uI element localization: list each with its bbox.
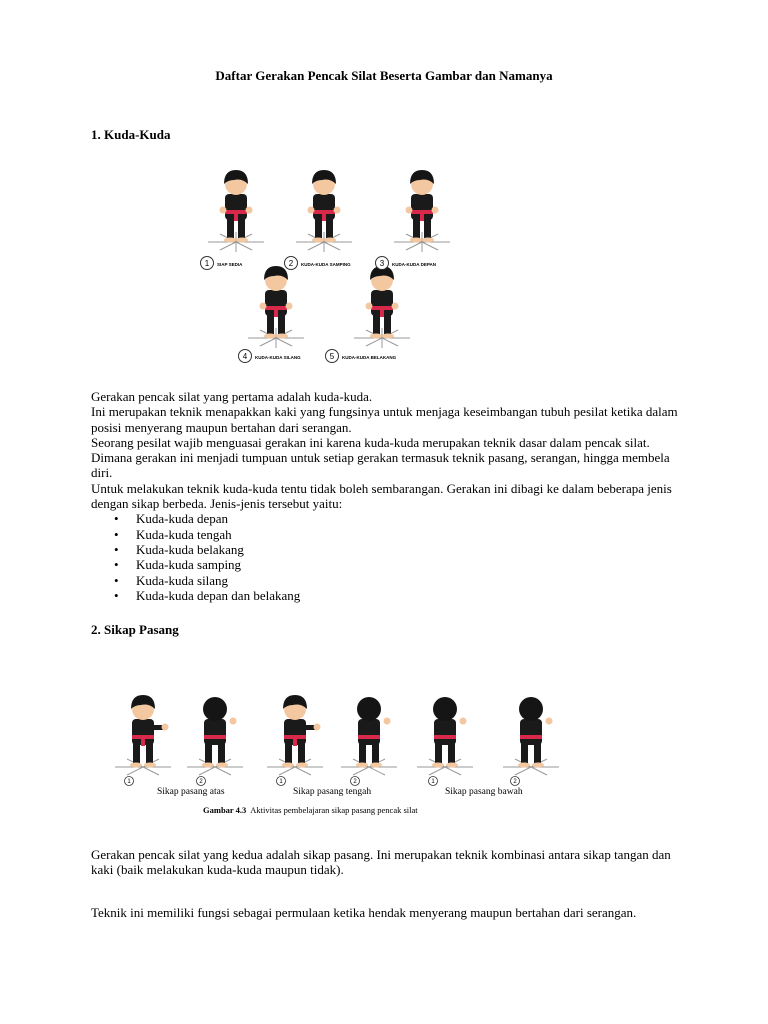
section2-para1: Gerakan pencak silat yang kedua adalah sikap pasang. Ini merupakan teknik kombinasi antara sikap tangan dan kaki (baik melakukan kuda-kuda maupun tidak). xyxy=(91,847,671,878)
paragraph-line: Dimana gerakan ini menjadi tumpuan untuk setiap gerakan termasuk teknik pasang, serangan, hingga membela diri. xyxy=(91,450,670,481)
paragraph-line: Seorang pesilat wajib menguasai gerakan ini karena kuda-kuda merupakan teknik dasar dalam pencak silat. xyxy=(91,434,650,450)
fighter-pasang-tengah-2 xyxy=(341,697,397,775)
fighter-kuda-kuda-samping xyxy=(296,170,352,252)
badge-num: 2 xyxy=(288,259,294,268)
caption-text: Aktivitas pembelajaran sikap pasang pencak silat xyxy=(250,805,418,815)
badge-num: 1 xyxy=(127,779,131,785)
section1-body xyxy=(91,389,691,603)
label-kuda-kuda-belakang: KUDA-KUDA BELAKANG xyxy=(342,355,397,360)
badge-num: 1 xyxy=(431,779,435,785)
label-sikap-pasang-atas: Sikap pasang atas xyxy=(157,787,225,797)
label-kuda-kuda-samping: KUDA-KUDA SAMPING xyxy=(301,262,351,267)
label-sikap-pasang-tengah: Sikap pasang tengah xyxy=(293,787,372,797)
badge-num: 1 xyxy=(279,779,283,785)
fighter-siap-sedia xyxy=(208,170,264,252)
paragraph-line: Ini merupakan teknik menapakkan kaki yang fungsinya untuk menjaga keseimbangan tubuh pesilat ketika dalam posisi menyerang maupun bertahan dari serangan. xyxy=(91,404,678,435)
list-item: • Kuda-kuda tengah xyxy=(91,527,691,542)
list-item: • Kuda-kuda depan dan belakang xyxy=(91,588,691,603)
section2-para2: Teknik ini memiliki fungsi sebagai permulaan ketika hendak menyerang maupun bertahan dari serangan. xyxy=(91,905,637,920)
fighter-kuda-kuda-belakang xyxy=(354,266,410,348)
fighter-kuda-kuda-silang xyxy=(248,266,304,348)
label-kuda-kuda-depan: KUDA-KUDA DEPAN xyxy=(392,262,436,267)
page-title: Daftar Gerakan Pencak Silat Beserta Gambar dan Namanya xyxy=(215,68,553,83)
paragraph-line: Untuk melakukan teknik kuda-kuda tentu tidak boleh sembarangan. Gerakan ini dibagi ke dalam beberapa jenis dengan sikap berbeda. Jenis-jenis tersebut yaitu: xyxy=(91,480,672,512)
label-kuda-kuda-silang: KUDA-KUDA SILANG xyxy=(255,355,301,360)
badge-num: 2 xyxy=(353,779,357,785)
figure-caption xyxy=(203,805,418,815)
section-heading-sikap-pasang: 2. Sikap Pasang xyxy=(91,622,179,637)
kuda-kuda-types-list xyxy=(91,511,691,603)
badge-num: 2 xyxy=(199,779,203,785)
fighter-pasang-bawah-1 xyxy=(417,697,473,775)
label-sikap-pasang-bawah: Sikap pasang bawah xyxy=(445,787,523,797)
fighter-pasang-atas-1 xyxy=(115,695,171,775)
fighter-pasang-tengah-1 xyxy=(267,695,323,775)
list-item: • Kuda-kuda depan xyxy=(91,511,691,526)
badge-num: 5 xyxy=(329,352,335,361)
list-item: • Kuda-kuda samping xyxy=(91,557,691,572)
list-item: • Kuda-kuda silang xyxy=(91,573,691,588)
label-siap-sedia: SIAP SEDIA xyxy=(217,262,243,267)
caption-number: Gambar 4.3 xyxy=(203,805,247,815)
fighter-pasang-atas-2 xyxy=(187,697,243,775)
section-heading-kuda-kuda: 1. Kuda-Kuda xyxy=(91,127,171,142)
badge-num: 4 xyxy=(242,352,248,361)
paragraph-line: Gerakan pencak silat yang pertama adalah kuda-kuda. xyxy=(91,389,373,404)
sikap-pasang-figure xyxy=(105,695,565,820)
list-item: • Kuda-kuda belakang xyxy=(91,542,691,557)
badge-num: 3 xyxy=(379,259,385,268)
badge-num: 2 xyxy=(513,779,517,785)
fighter-pasang-bawah-2 xyxy=(503,697,559,775)
kuda-kuda-figure xyxy=(190,170,470,370)
badge-num: 1 xyxy=(204,259,210,268)
fighter-kuda-kuda-depan xyxy=(394,170,450,252)
